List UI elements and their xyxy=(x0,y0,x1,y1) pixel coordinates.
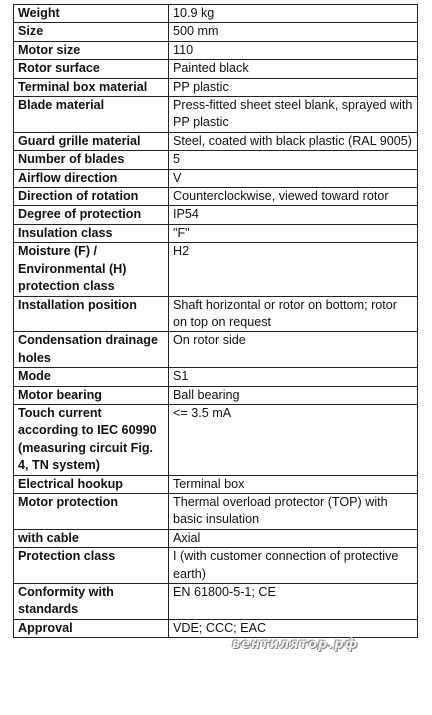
spec-param-cell: Insulation class xyxy=(14,224,169,242)
spec-value-cell: S1 xyxy=(169,368,418,386)
spec-value-cell: Ball bearing xyxy=(169,386,418,404)
spec-param-cell: Degree of protection xyxy=(14,206,169,224)
spec-param-cell: Direction of rotation xyxy=(14,188,169,206)
spec-row xyxy=(14,169,418,187)
spec-row xyxy=(14,224,418,242)
spec-row xyxy=(14,243,418,296)
spec-param-cell: with cable xyxy=(14,529,169,547)
spec-value-cell: <= 3.5 mA xyxy=(169,404,418,475)
spec-param-cell: Size xyxy=(14,23,169,41)
spec-param-cell: Touch current according to IEC 60990 (measuring circuit Fig. 4, TN system) xyxy=(14,404,169,475)
spec-table-body xyxy=(14,5,418,638)
spec-param-cell: Motor bearing xyxy=(14,386,169,404)
spec-param-cell: Electrical hookup xyxy=(14,475,169,493)
spec-param-cell: Installation position xyxy=(14,296,169,332)
spec-value-cell: Shaft horizontal or rotor on bottom; rotor on top on request xyxy=(169,296,418,332)
spec-row xyxy=(14,548,418,584)
spec-value-cell: Axial xyxy=(169,529,418,547)
spec-value-cell: Terminal box xyxy=(169,475,418,493)
spec-value-cell: EN 61800-5-1; CE xyxy=(169,584,418,620)
spec-param-cell: Moisture (F) / Environmental (H) protection class xyxy=(14,243,169,296)
spec-param-cell: Number of blades xyxy=(14,151,169,169)
spec-row xyxy=(14,404,418,475)
spec-value-cell: V xyxy=(169,169,418,187)
spec-row xyxy=(14,97,418,133)
spec-param-cell: Terminal box material xyxy=(14,78,169,96)
spec-row xyxy=(14,151,418,169)
spec-value-cell: Press-fitted sheet steel blank, sprayed with PP plastic xyxy=(169,97,418,133)
spec-param-cell: Protection class xyxy=(14,548,169,584)
spec-row xyxy=(14,296,418,332)
spec-row xyxy=(14,332,418,368)
spec-row xyxy=(14,619,418,637)
spec-value-cell: 5 xyxy=(169,151,418,169)
spec-value-cell: H2 xyxy=(169,243,418,296)
spec-row xyxy=(14,23,418,41)
spec-value-cell: PP plastic xyxy=(169,78,418,96)
spec-row xyxy=(14,78,418,96)
spec-param-cell: Motor size xyxy=(14,41,169,59)
watermark: вентилятор.рф xyxy=(232,637,359,652)
spec-param-cell: Airflow direction xyxy=(14,169,169,187)
spec-value-cell: Counterclockwise, viewed toward rotor xyxy=(169,188,418,206)
spec-value-cell: Steel, coated with black plastic (RAL 9005) xyxy=(169,132,418,150)
spec-row xyxy=(14,386,418,404)
spec-value-cell: 10.9 kg xyxy=(169,5,418,23)
spec-param-cell: Guard grille material xyxy=(14,132,169,150)
spec-param-cell: Conformity with standards xyxy=(14,584,169,620)
spec-row xyxy=(14,188,418,206)
spec-value-cell: IP54 xyxy=(169,206,418,224)
spec-value-cell: "F" xyxy=(169,224,418,242)
spec-row xyxy=(14,475,418,493)
spec-row xyxy=(14,529,418,547)
spec-row xyxy=(14,41,418,59)
spec-row xyxy=(14,493,418,529)
spec-param-cell: Approval xyxy=(14,619,169,637)
spec-value-cell: VDE; CCC; EAC xyxy=(169,619,418,637)
spec-row xyxy=(14,368,418,386)
spec-param-cell: Rotor surface xyxy=(14,60,169,78)
spec-param-cell: Motor protection xyxy=(14,493,169,529)
spec-value-cell: I (with customer connection of protective earth) xyxy=(169,548,418,584)
spec-param-cell: Mode xyxy=(14,368,169,386)
spec-param-cell: Blade material xyxy=(14,97,169,133)
spec-row xyxy=(14,132,418,150)
spec-param-cell: Condensation drainage holes xyxy=(14,332,169,368)
spec-value-cell: 110 xyxy=(169,41,418,59)
spec-row xyxy=(14,5,418,23)
spec-value-cell: Thermal overload protector (TOP) with basic insulation xyxy=(169,493,418,529)
spec-value-cell: Painted black xyxy=(169,60,418,78)
spec-row xyxy=(14,206,418,224)
spec-row xyxy=(14,60,418,78)
spec-param-cell: Weight xyxy=(14,5,169,23)
spec-table xyxy=(13,4,418,638)
spec-value-cell: On rotor side xyxy=(169,332,418,368)
spec-row xyxy=(14,584,418,620)
spec-value-cell: 500 mm xyxy=(169,23,418,41)
